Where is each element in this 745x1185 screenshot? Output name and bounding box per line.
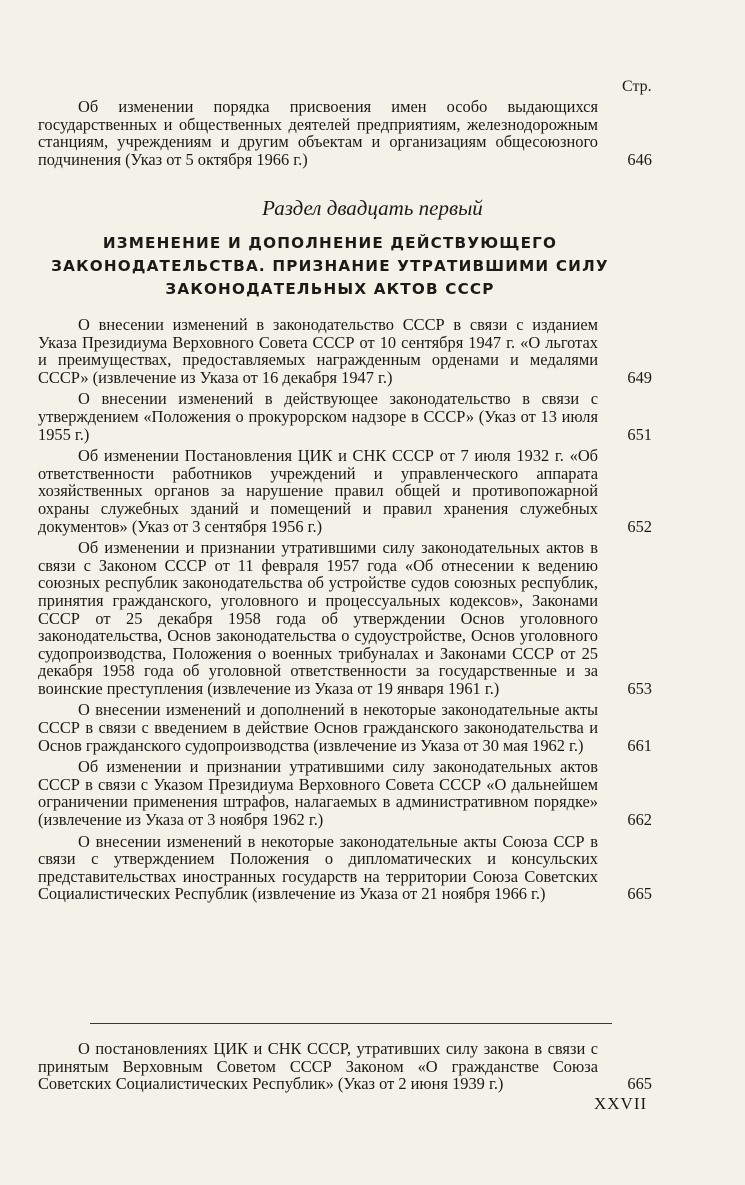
entry-text: О постановлениях ЦИК и СНК СССР, утративших силу закона в связи с принятым Верховным Советом СССР Законом «О гражданстве Союза Советских Социалистических Республик» (Указ от 2 июня 1939 г.) bbox=[38, 1039, 598, 1094]
entry-page: 651 bbox=[627, 424, 652, 444]
entry-text: О внесении изменений в действующее законодательство в связи с утверждением «Положения о прокурорском надзоре в СССР» (Указ от 13 июля 1955 г.) bbox=[38, 389, 598, 444]
entry-page: 652 bbox=[627, 516, 652, 536]
toc-entry bbox=[38, 98, 652, 168]
entry-text: Об изменении и признании утратившими силу законодательных актов в связи с Законом СССР от 11 февраля 1957 года «Об отнесении к ведению союзных республик законодательства об устройстве судов союзных республик, принятия гражданского, уголовного и процессуальных кодексов», Законами СССР от 25 декабря 1958 года об утверждении Основ уголовного законодательства, Основ законодательства о судоустройстве, Основ уголовного судопроизводства, Положения о военных трибуналах и Законами СССР от 25 декабря 1958 года об уголовной ответственности за государственные и за воинские преступления (извлечение из Указа от 19 января 1961 г.) bbox=[38, 538, 598, 698]
section-title: Раздел двадцать первый bbox=[262, 196, 483, 220]
entry-text: Об изменении и признании утратившими силу законодательных актов СССР в связи с Указом Президиума Верховного Совета СССР «О дальнейшем ограничении применения штрафов, налагаемых в административном порядке» (извлечение из Указа от 3 ноября 1962 г.) bbox=[38, 757, 598, 830]
toc-entry bbox=[38, 539, 652, 697]
page-column-label: Стр. bbox=[622, 78, 652, 95]
divider-rule bbox=[90, 1023, 612, 1024]
entry-page: 665 bbox=[627, 884, 652, 904]
entry-page: 665 bbox=[627, 1074, 652, 1094]
entry-text: О внесении изменений в законодательство СССР в связи с изданием Указа Президиума Верховного Совета СССР от 10 сентября 1947 г. «О льготах и преимуществах, предоставляемых награжденным орденами и медалями СССР» (извлечение из Указа от 16 декабря 1947 г.) bbox=[38, 315, 598, 387]
toc-entry bbox=[38, 833, 652, 903]
entry-page: 662 bbox=[627, 810, 652, 830]
toc-entry bbox=[38, 447, 652, 535]
toc-entry bbox=[38, 390, 652, 443]
entry-text: О внесении изменений и дополнений в некоторые законодательные акты СССР в связи с введением в действие Основ гражданского законодательства и Основ гражданского судопроизводства (извлечение из Указа от 30 мая 1962 г.) bbox=[38, 700, 598, 755]
toc-entry bbox=[38, 758, 652, 828]
entry-text: О внесении изменений в некоторые законодательные акты Союза ССР в связи с утверждением Положения о дипломатических и консульских представительствах иностранных государств на территории Союза Советских Социалистических Республик (извлечение из Указа от 21 ноября 1966 г.) bbox=[38, 831, 598, 904]
entry-page: 649 bbox=[627, 367, 652, 387]
bottom-entry-block bbox=[38, 1040, 652, 1093]
entry-page: 653 bbox=[627, 678, 652, 698]
section-heading: ИЗМЕНЕНИЕ И ДОПОЛНЕНИЕ ДЕЙСТВУЮЩЕГО ЗАКОНОДАТЕЛЬСТВА. ПРИЗНАНИЕ УТРАТИВШИМИ СИЛУ ЗАКОНОДАТЕЛЬНЫХ АКТОВ СССР bbox=[51, 234, 609, 298]
toc-entries bbox=[38, 316, 652, 903]
entry-page: 661 bbox=[627, 735, 652, 755]
top-entry-block bbox=[38, 98, 652, 168]
toc-entry bbox=[38, 701, 652, 754]
entry-page: 646 bbox=[627, 149, 652, 169]
page-folio: XXVII bbox=[594, 1094, 648, 1113]
entry-text: Об изменении Постановления ЦИК и СНК СССР от 7 июля 1932 г. «Об ответственности работников учреждений и управленческого аппарата хозяйственных органов за нарушение правил общей и противопожарной охраны служебных зданий и помещений и правил хранения служебных документов» (Указ от 3 сентября 1956 г.) bbox=[38, 446, 598, 536]
entry-text: Об изменении порядка присвоения имен особо выдающихся государственных и общественных деятелей предприятиям, железнодорожным станциям, учреждениям и другим объектам и организациям общесоюзного подчинения (Указ от 5 октября 1966 г.) bbox=[38, 97, 598, 169]
toc-entry bbox=[38, 1040, 652, 1093]
toc-entry bbox=[38, 316, 652, 386]
